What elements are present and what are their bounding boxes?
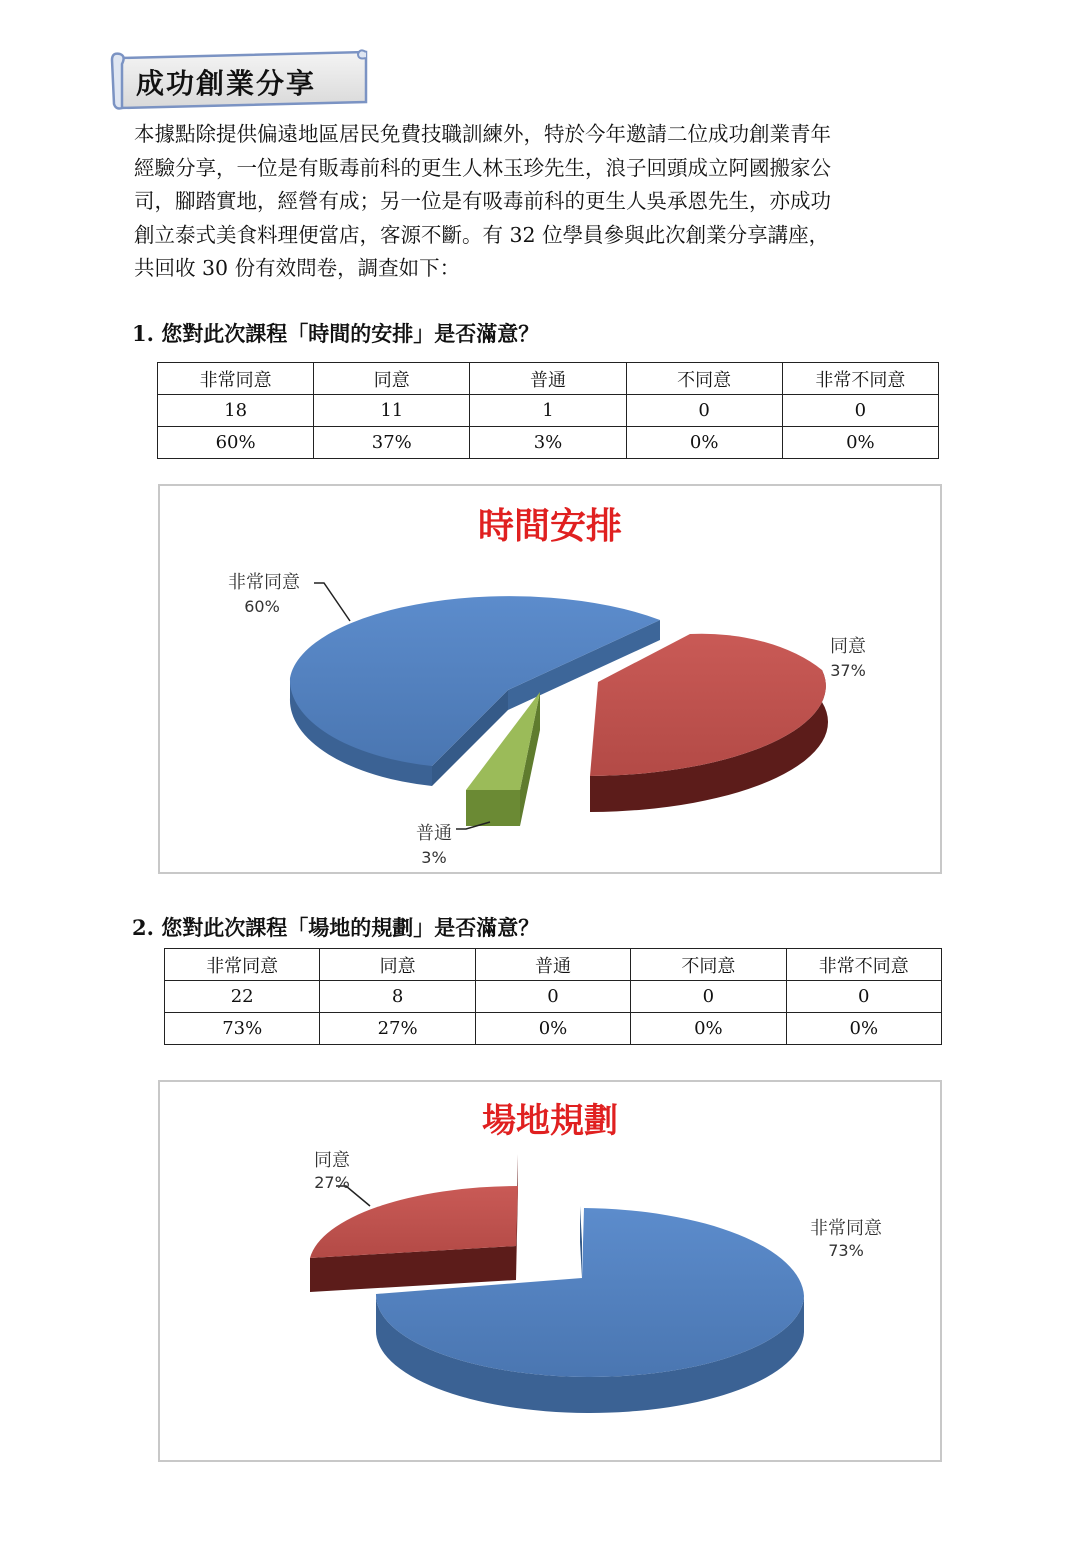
table-percent-row bbox=[158, 427, 939, 459]
table-cell: 22 bbox=[165, 981, 320, 1013]
intro-line: 經驗分享，一位是有販毒前科的更生人林玉珍先生，浪子回頭成立阿國搬家公 bbox=[134, 155, 831, 180]
data-label-value: 3% bbox=[421, 848, 447, 867]
table-header-cell: 普通 bbox=[470, 363, 626, 395]
table-header-cell: 普通 bbox=[475, 949, 630, 981]
intro-line: 司，腳踏實地，經營有成；另一位是有吸毒前科的更生人吳承恩先生，亦成功 bbox=[134, 189, 831, 213]
chart-venue-planning bbox=[158, 1080, 942, 1462]
table-header-row bbox=[158, 363, 939, 395]
table-header-cell: 同意 bbox=[320, 949, 475, 981]
table-cell: 0% bbox=[475, 1013, 630, 1045]
table-cell: 18 bbox=[158, 395, 314, 427]
section-title: 成功創業分享 bbox=[136, 67, 317, 100]
table-cell: 3% bbox=[470, 427, 626, 459]
data-label-value: 37% bbox=[830, 661, 866, 680]
table-cell: 0 bbox=[782, 395, 938, 427]
table-count-row bbox=[158, 395, 939, 427]
pie-slice-agree bbox=[590, 634, 828, 812]
table-cell: 0% bbox=[782, 427, 938, 459]
table-count-row bbox=[165, 981, 942, 1013]
chart-title: 時間安排 bbox=[477, 506, 623, 547]
table-cell: 0 bbox=[631, 981, 786, 1013]
question-2-table bbox=[164, 948, 942, 1045]
table-cell: 37% bbox=[314, 427, 470, 459]
pie-chart-svg bbox=[160, 1082, 940, 1460]
data-label-category: 非常同意 bbox=[810, 1218, 882, 1239]
data-label-value: 27% bbox=[314, 1173, 350, 1192]
data-label-value: 60% bbox=[244, 597, 280, 616]
table-cell: 0 bbox=[475, 981, 630, 1013]
data-label-category: 非常同意 bbox=[228, 572, 300, 593]
data-label-category: 普通 bbox=[416, 823, 452, 844]
question-2-heading: 2. 您對此次課程「場地的規劃」是否滿意？ bbox=[132, 915, 540, 940]
intro-line: 共回收 30 份有效問卷，調查如下： bbox=[134, 256, 461, 280]
pie-chart-svg bbox=[160, 486, 940, 872]
table-header-cell: 同意 bbox=[314, 363, 470, 395]
table-cell: 11 bbox=[314, 395, 470, 427]
question-1-table bbox=[157, 362, 939, 459]
table-percent-row bbox=[165, 1013, 942, 1045]
table-cell: 0% bbox=[786, 1013, 941, 1045]
table-cell: 1 bbox=[470, 395, 626, 427]
intro-paragraph bbox=[134, 118, 946, 286]
table-cell: 0 bbox=[786, 981, 941, 1013]
table-header-cell: 非常不同意 bbox=[786, 949, 941, 981]
table-header-row bbox=[165, 949, 942, 981]
leader-line bbox=[314, 583, 350, 621]
data-label-category: 同意 bbox=[314, 1150, 350, 1171]
intro-line: 創立泰式美食料理便當店，客源不斷。有 32 位學員參與此次創業分享講座， bbox=[134, 222, 830, 247]
table-cell: 60% bbox=[158, 427, 314, 459]
section-title-banner bbox=[108, 48, 370, 110]
table-cell: 27% bbox=[320, 1013, 475, 1045]
table-cell: 0% bbox=[631, 1013, 786, 1045]
table-cell: 0 bbox=[626, 395, 782, 427]
chart-time-arrangement bbox=[158, 484, 942, 874]
data-label-category: 同意 bbox=[830, 636, 866, 657]
table-cell: 8 bbox=[320, 981, 475, 1013]
table-header-cell: 非常不同意 bbox=[782, 363, 938, 395]
table-header-cell: 非常同意 bbox=[165, 949, 320, 981]
table-header-cell: 非常同意 bbox=[158, 363, 314, 395]
table-cell: 73% bbox=[165, 1013, 320, 1045]
data-label-value: 73% bbox=[828, 1241, 864, 1260]
table-header-cell: 不同意 bbox=[631, 949, 786, 981]
table-header-cell: 不同意 bbox=[626, 363, 782, 395]
chart-title: 場地規劃 bbox=[482, 1101, 618, 1141]
table-cell: 0% bbox=[626, 427, 782, 459]
question-1-heading: 1. 您對此次課程「時間的安排」是否滿意？ bbox=[132, 321, 540, 346]
intro-line: 本據點除提供偏遠地區居民免費技職訓練外，特於今年邀請二位成功創業青年 bbox=[134, 122, 831, 146]
